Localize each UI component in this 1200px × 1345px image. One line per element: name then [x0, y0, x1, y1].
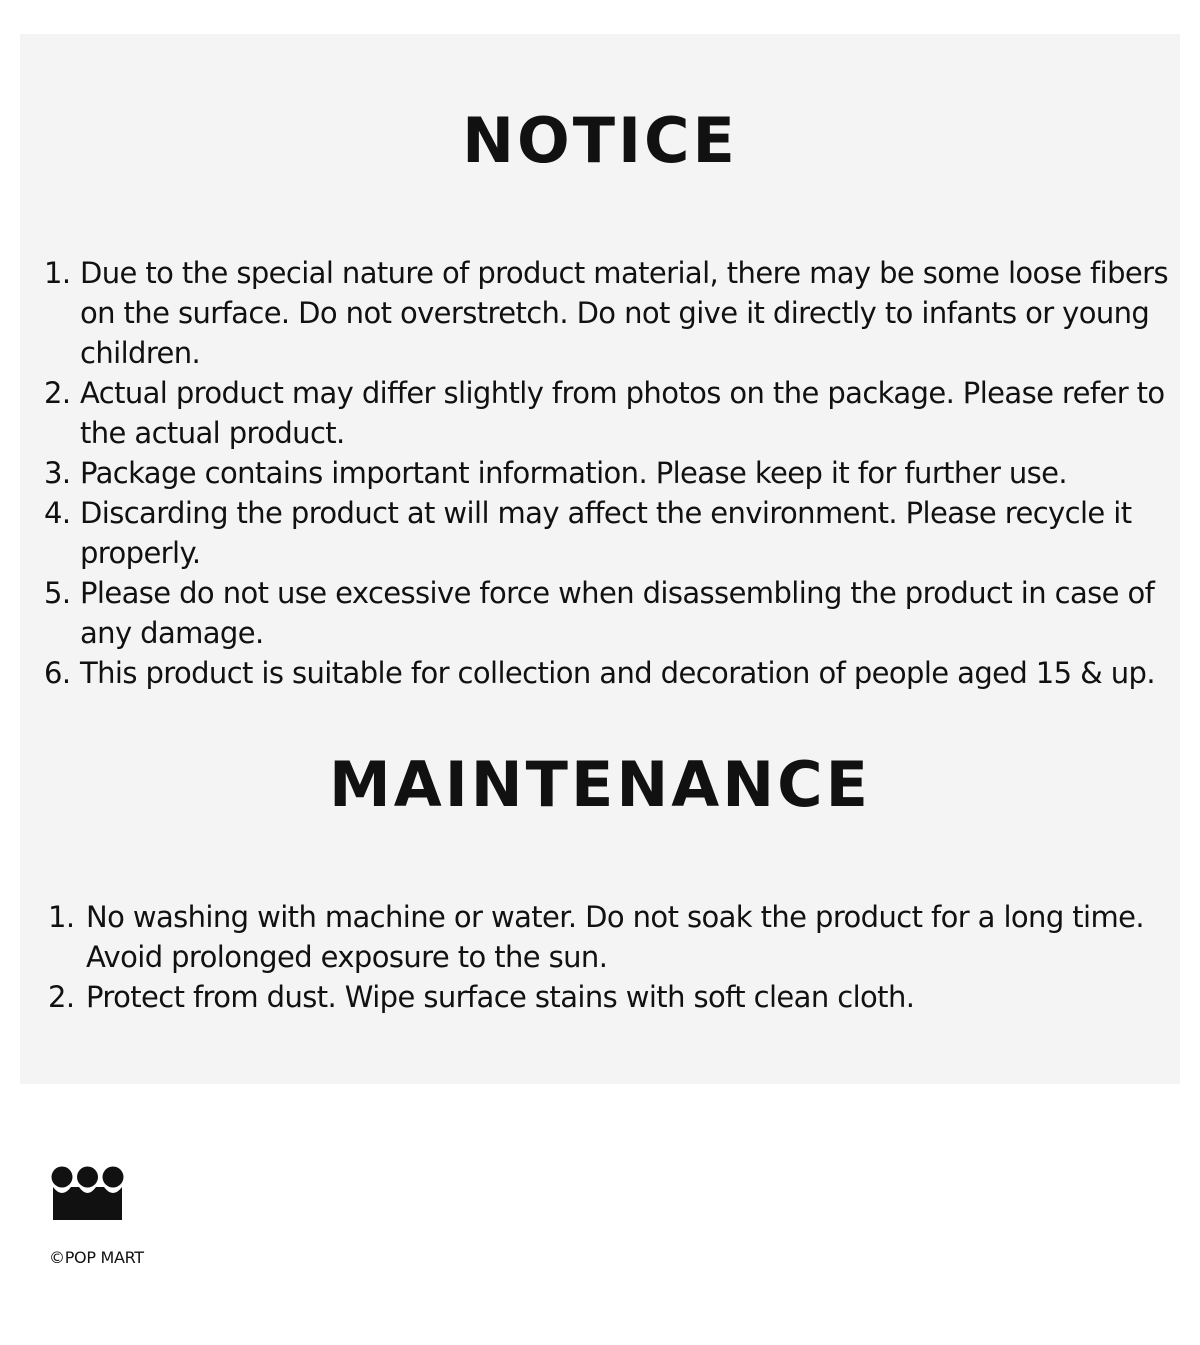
list-item [48, 977, 1176, 1017]
crown-icon [50, 1165, 125, 1221]
item-text: Discarding the product at will may affect the environment. Please recycle it properly. [80, 496, 1132, 570]
list-item [44, 653, 1176, 693]
maintenance-list [48, 897, 1176, 1017]
info-panel [20, 34, 1180, 1084]
notice-list [44, 253, 1176, 693]
item-number: 3. [44, 456, 71, 490]
item-number: 6. [44, 656, 71, 690]
item-text: Protect from dust. Wipe surface stains with soft clean cloth. [86, 980, 915, 1014]
list-item [44, 253, 1176, 373]
item-number: 1. [44, 256, 71, 290]
item-text: No washing with machine or water. Do not soak the product for a long time. Avoid prolonged exposure to the sun. [86, 900, 1144, 974]
copyright-text: ©POP MART [49, 1248, 144, 1267]
list-item [48, 897, 1176, 977]
item-text: Package contains important information. Please keep it for further use. [80, 456, 1068, 490]
list-item [44, 453, 1176, 493]
item-number: 2. [48, 980, 75, 1014]
item-text: Please do not use excessive force when disassembling the product in case of any damage. [80, 576, 1155, 650]
item-text: Actual product may differ slightly from photos on the package. Please refer to the actual product. [80, 376, 1165, 450]
list-item [44, 573, 1176, 653]
item-number: 5. [44, 576, 71, 610]
list-item [44, 493, 1176, 573]
notice-heading: NOTICE [462, 104, 738, 177]
list-item [44, 373, 1176, 453]
maintenance-heading: MAINTENANCE [329, 748, 871, 821]
item-number: 1. [48, 900, 75, 934]
item-number: 2. [44, 376, 71, 410]
item-text: This product is suitable for collection and decoration of people aged 15 & up. [80, 656, 1155, 690]
item-text: Due to the special nature of product material, there may be some loose fibers on the surface. Do not overstretch. Do not give it directly to infants or young children. [80, 256, 1169, 370]
item-number: 4. [44, 496, 71, 530]
